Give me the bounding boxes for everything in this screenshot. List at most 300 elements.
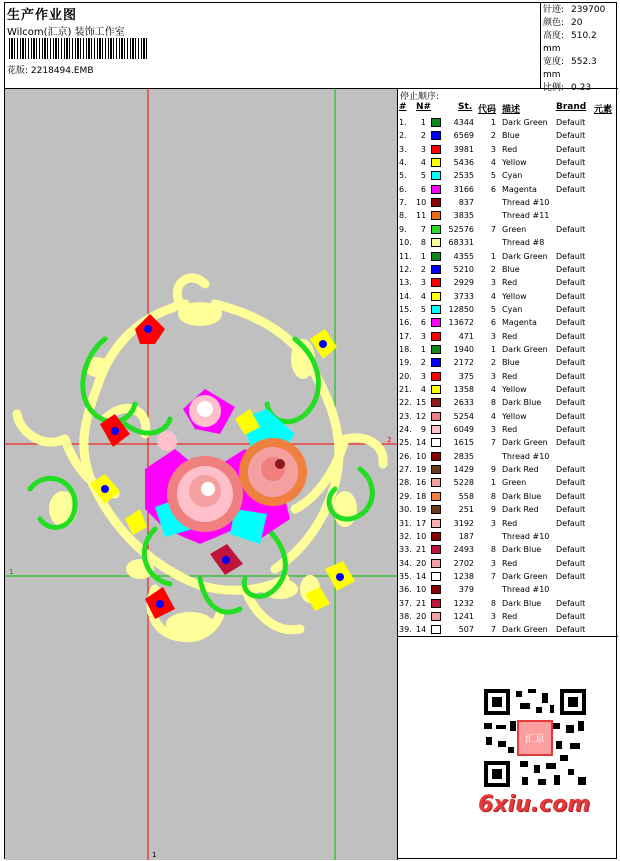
row-needle: 10 [416, 198, 427, 208]
row-code: 7 [490, 438, 496, 448]
row-stitches: 3981 [453, 144, 474, 154]
row-stitches: 1429 [453, 465, 474, 475]
table-row [398, 129, 618, 142]
row-needle: 6 [420, 318, 426, 328]
row-needle: 4 [420, 385, 426, 394]
table-row [398, 370, 618, 383]
row-needle: 4 [420, 291, 426, 301]
table-row [398, 450, 618, 463]
row-stitches: 5228 [453, 478, 474, 488]
row-needle: 10 [416, 451, 427, 461]
row-index: 18. [399, 344, 412, 354]
row-description: Thread #10 [502, 531, 550, 541]
header-info [5, 3, 541, 89]
stat-line [543, 56, 616, 82]
row-needle: 12 [416, 411, 427, 421]
row-index: 38. [399, 611, 412, 621]
row-code: 2 [490, 264, 496, 274]
row-index: 14. [399, 291, 412, 301]
row-description: Magenta [502, 184, 537, 194]
table-row [398, 223, 618, 236]
row-code: 3 [490, 371, 496, 381]
row-index: 19. [399, 358, 412, 368]
table-row [398, 597, 618, 610]
table-row [398, 276, 618, 289]
row-stitches: 2493 [453, 545, 474, 555]
row-code: 8 [490, 545, 496, 555]
stat-value: 20 [571, 18, 583, 28]
row-code: 8 [490, 398, 496, 408]
row-description: Dark Green [502, 438, 548, 448]
row-code: 7 [490, 571, 496, 581]
row-needle: 5 [420, 171, 426, 181]
table-row [398, 396, 618, 409]
row-stitches: 1358 [453, 385, 474, 394]
rose-large-left [167, 456, 243, 532]
row-code: 5 [490, 171, 496, 181]
axis-y-label: 1 [9, 568, 14, 576]
table-row [398, 623, 618, 636]
table-row [398, 236, 618, 249]
table-caption: 停止顺序: [400, 92, 440, 102]
row-brand: Default [556, 184, 586, 194]
row-brand: Default [556, 411, 586, 421]
row-needle: 21 [416, 545, 427, 555]
color-swatch [431, 278, 441, 287]
row-index: 5. [399, 171, 407, 181]
row-brand: Default [556, 425, 586, 435]
stat-line [543, 17, 616, 30]
row-needle: 1 [420, 251, 426, 261]
row-index: 6. [399, 184, 407, 194]
row-stitches: 4344 [453, 118, 474, 127]
row-description: Thread #10 [502, 451, 550, 461]
color-swatch [431, 118, 441, 127]
row-description: Red [502, 278, 518, 288]
row-needle: 11 [416, 211, 427, 221]
color-swatch [431, 612, 441, 621]
row-code: 3 [490, 331, 496, 341]
row-brand: Default [556, 518, 586, 528]
row-needle: 1 [420, 118, 426, 127]
row-code: 1 [490, 478, 496, 488]
table-row [398, 610, 618, 623]
row-index: 20. [399, 371, 412, 381]
color-swatch [431, 238, 441, 247]
stat-value: 239700 [571, 5, 606, 15]
table-row [398, 156, 618, 169]
row-brand: Default [556, 131, 586, 141]
stat-line [543, 30, 616, 56]
row-index: 34. [399, 558, 412, 568]
row-description: Blue [502, 264, 520, 274]
table-row [398, 316, 618, 329]
row-brand: Default [556, 478, 586, 488]
row-index: 2. [399, 131, 407, 141]
row-brand: Default [556, 385, 586, 394]
design-file: 2218494.EMB [30, 66, 94, 76]
color-swatch [431, 385, 441, 394]
row-stitches: 187 [458, 531, 474, 541]
row-code: 2 [490, 131, 496, 141]
row-code: 8 [490, 598, 496, 608]
row-code: 2 [490, 358, 496, 368]
color-swatch [431, 452, 441, 461]
stat-line [543, 4, 616, 17]
axis-x-label: 2 [387, 436, 392, 444]
color-swatch [431, 211, 441, 220]
color-swatch [431, 519, 441, 528]
row-needle: 14 [416, 571, 427, 581]
color-swatch [431, 545, 441, 554]
row-stitches: 12850 [448, 304, 474, 314]
header-needle: N# [416, 102, 432, 112]
row-description: Yellow [502, 385, 527, 394]
row-index: 29. [399, 491, 412, 501]
row-description: Thread #8 [502, 238, 545, 248]
row-brand: Default [556, 491, 586, 501]
stats-panel [541, 3, 618, 93]
row-needle: 3 [420, 371, 426, 381]
row-stitches: 6569 [453, 131, 474, 141]
row-brand: Default [556, 144, 586, 154]
row-code: 4 [490, 385, 496, 394]
row-needle: 3 [420, 331, 426, 341]
row-needle: 9 [420, 425, 426, 435]
row-index: 11. [399, 251, 412, 261]
row-needle: 20 [416, 611, 427, 621]
row-description: Dark Blue [502, 545, 542, 555]
table-row [398, 410, 618, 423]
header-description: 描述 [502, 105, 521, 115]
row-needle: 17 [416, 518, 427, 528]
row-description: Thread #11 [502, 211, 550, 221]
row-index: 30. [399, 505, 412, 515]
color-swatch [431, 158, 441, 167]
design-preview [5, 89, 398, 860]
row-description: Dark Green [502, 344, 548, 354]
row-brand: Default [556, 171, 586, 181]
row-index: 24. [399, 425, 412, 435]
table-row [398, 570, 618, 583]
header-element: 元素 [594, 105, 613, 115]
table-row [398, 169, 618, 182]
row-brand: Default [556, 264, 586, 274]
table-row [398, 343, 618, 356]
row-index: 17. [399, 331, 412, 341]
row-brand: Default [556, 438, 586, 448]
table-row [398, 557, 618, 570]
row-stitches: 2929 [453, 278, 474, 288]
row-stitches: 837 [458, 198, 474, 208]
row-stitches: 4355 [453, 251, 474, 261]
row-description: Thread #10 [502, 198, 550, 208]
color-swatch [431, 265, 441, 274]
row-stitches: 3733 [453, 291, 474, 301]
row-description: Dark Blue [502, 398, 542, 408]
color-swatch [431, 425, 441, 434]
color-swatch [431, 185, 441, 194]
sheet-title: 生产作业图 [7, 8, 78, 23]
row-description: Blue [502, 131, 520, 141]
row-brand: Default [556, 598, 586, 608]
table-row [398, 303, 618, 316]
row-description: Cyan [502, 171, 523, 181]
row-brand: Default [556, 291, 586, 301]
header-brand: Brand [556, 102, 587, 112]
row-brand: Default [556, 465, 586, 475]
watermark-panel [398, 637, 618, 860]
row-description: Cyan [502, 304, 523, 314]
production-sheet [4, 2, 617, 859]
row-needle: 3 [420, 144, 426, 154]
table-row [398, 503, 618, 516]
color-swatch [431, 252, 441, 261]
table-row [398, 463, 618, 476]
row-needle: 5 [420, 304, 426, 314]
row-index: 31. [399, 518, 412, 528]
row-index: 12. [399, 264, 412, 274]
row-brand: Default [556, 304, 586, 314]
row-brand: Default [556, 278, 586, 288]
table-row [398, 183, 618, 196]
row-stitches: 2633 [453, 398, 474, 408]
row-description: Red [502, 425, 518, 435]
row-stitches: 2535 [453, 171, 474, 181]
row-brand: Default [556, 358, 586, 368]
row-stitches: 375 [458, 371, 474, 381]
row-index: 37. [399, 598, 412, 608]
row-code: 1 [490, 251, 496, 261]
table-row [398, 250, 618, 263]
row-needle: 8 [420, 238, 426, 248]
row-needle: 2 [420, 358, 426, 368]
table-row [398, 263, 618, 276]
row-needle: 19 [416, 465, 427, 475]
row-index: 32. [399, 531, 412, 541]
row-stitches: 1241 [453, 611, 474, 621]
row-code: 3 [490, 278, 496, 288]
color-swatch [431, 478, 441, 487]
color-swatch [431, 332, 441, 341]
table-row [398, 290, 618, 303]
thread-stop-table [398, 89, 618, 637]
row-needle: 15 [416, 398, 427, 408]
row-needle: 7 [420, 224, 426, 234]
row-brand: Default [556, 505, 586, 515]
row-stitches: 52576 [448, 224, 474, 234]
row-stitches: 5254 [453, 411, 474, 421]
row-stitches: 2835 [453, 451, 474, 461]
rose-large-right [239, 438, 307, 506]
row-code: 8 [490, 491, 496, 501]
table-row [398, 476, 618, 489]
row-brand: Default [556, 158, 586, 168]
table-row [398, 490, 618, 503]
row-description: Dark Red [502, 505, 539, 515]
row-stitches: 6049 [453, 425, 474, 435]
row-needle: 20 [416, 558, 427, 568]
barcode-image [9, 38, 147, 59]
row-stitches: 2172 [453, 358, 474, 368]
row-stitches: 13672 [448, 318, 474, 328]
row-needle: 4 [420, 158, 426, 168]
row-code: 3 [490, 425, 496, 435]
row-description: Green [502, 478, 527, 488]
row-stitches: 1238 [453, 571, 474, 581]
row-code: 3 [490, 144, 496, 154]
studio-name: Wilcom(汇京) 装饰工作室 [7, 27, 125, 38]
row-index: 23. [399, 411, 412, 421]
row-code: 1 [490, 118, 496, 127]
row-description: Dark Green [502, 251, 548, 261]
row-brand: Default [556, 545, 586, 555]
row-stitches: 3192 [453, 518, 474, 528]
color-swatch [431, 198, 441, 207]
row-index: 4. [399, 158, 407, 168]
color-swatch [431, 292, 441, 301]
stat-label: 宽度: [543, 57, 565, 67]
row-index: 22. [399, 398, 412, 408]
row-index: 28. [399, 478, 412, 488]
row-description: Dark Green [502, 625, 548, 635]
row-brand: Default [556, 371, 586, 381]
row-stitches: 5436 [453, 158, 474, 168]
row-stitches: 471 [458, 331, 474, 341]
table-row [398, 330, 618, 343]
row-needle: 10 [416, 585, 427, 595]
row-brand: Default [556, 318, 586, 328]
row-index: 8. [399, 211, 407, 221]
row-stitches: 68331 [448, 238, 474, 248]
table-row [398, 116, 618, 129]
table-row [398, 517, 618, 530]
row-description: Dark Blue [502, 491, 542, 501]
row-needle: 21 [416, 598, 427, 608]
row-code: 3 [490, 518, 496, 528]
row-stitches: 558 [458, 491, 474, 501]
row-needle: 6 [420, 184, 426, 194]
row-brand: Default [556, 558, 586, 568]
table-row [398, 196, 618, 209]
row-index: 16. [399, 318, 412, 328]
qr-code-image [480, 685, 590, 791]
row-brand: Default [556, 611, 586, 621]
row-index: 36. [399, 585, 412, 595]
row-code: 9 [490, 505, 496, 515]
row-index: 15. [399, 304, 412, 314]
row-description: Red [502, 331, 518, 341]
row-description: Dark Green [502, 118, 548, 127]
watermark-site: 6xiu.com [478, 792, 591, 817]
qr-badge-text: 汇京 [525, 734, 545, 745]
row-code: 1 [490, 344, 496, 354]
table-row [398, 436, 618, 449]
row-description: Dark Blue [502, 598, 542, 608]
row-stitches: 1940 [453, 344, 474, 354]
color-swatch [431, 345, 441, 354]
bottom-axis-label: 1 [152, 851, 157, 859]
row-index: 27. [399, 465, 412, 475]
design-label: 花版: [7, 66, 29, 76]
color-swatch [431, 372, 441, 381]
row-code: 7 [490, 625, 496, 635]
table-row [398, 209, 618, 222]
row-needle: 3 [420, 278, 426, 288]
row-brand: Default [556, 398, 586, 408]
row-description: Green [502, 224, 527, 234]
row-stitches: 5210 [453, 264, 474, 274]
row-code: 5 [490, 304, 496, 314]
row-brand: Default [556, 625, 586, 635]
row-index: 35. [399, 571, 412, 581]
color-swatch [431, 145, 441, 154]
color-swatch [431, 318, 441, 327]
row-index: 26. [399, 451, 412, 461]
table-row [398, 143, 618, 156]
color-swatch [431, 438, 441, 447]
row-index: 7. [399, 198, 407, 208]
embroidery-design-drawing [5, 89, 398, 860]
row-description: Red [502, 611, 518, 621]
row-needle: 19 [416, 505, 427, 515]
header-index: # [399, 102, 407, 112]
row-needle: 14 [416, 438, 427, 448]
table-row [398, 530, 618, 543]
row-description: Red [502, 371, 518, 381]
row-description: Blue [502, 358, 520, 368]
row-code: 4 [490, 291, 496, 301]
row-index: 1. [399, 118, 407, 127]
row-index: 10. [399, 238, 412, 248]
color-swatch [431, 572, 441, 581]
stat-label: 高度: [543, 31, 565, 41]
row-needle: 1 [420, 344, 426, 354]
stat-label: 针迹: [543, 5, 565, 15]
color-swatch [431, 625, 441, 634]
stat-label: 颜色: [543, 18, 565, 28]
row-description: Yellow [502, 158, 527, 168]
row-code: 4 [490, 158, 496, 168]
row-stitches: 379 [458, 585, 474, 595]
row-brand: Default [556, 118, 586, 127]
row-brand: Default [556, 571, 586, 581]
color-swatch [431, 398, 441, 407]
row-code: 6 [490, 184, 496, 194]
color-swatch [431, 492, 441, 501]
row-code: 7 [490, 224, 496, 234]
table-row [398, 356, 618, 369]
stat-value: 552.3 mm [543, 57, 597, 80]
row-description: Dark Red [502, 465, 539, 475]
stat-value: 510.2 mm [543, 31, 597, 54]
row-needle: 14 [416, 625, 427, 635]
table-row [398, 583, 618, 596]
row-needle: 18 [416, 491, 427, 501]
row-index: 21. [399, 385, 412, 394]
color-swatch [431, 305, 441, 314]
row-description: Red [502, 144, 518, 154]
row-brand: Default [556, 331, 586, 341]
row-brand: Default [556, 251, 586, 261]
row-needle: 10 [416, 531, 427, 541]
row-description: Magenta [502, 318, 537, 328]
color-swatch [431, 131, 441, 140]
design-file-line [7, 63, 94, 76]
color-swatch [431, 412, 441, 421]
color-swatch [431, 358, 441, 367]
table-row [398, 383, 618, 396]
